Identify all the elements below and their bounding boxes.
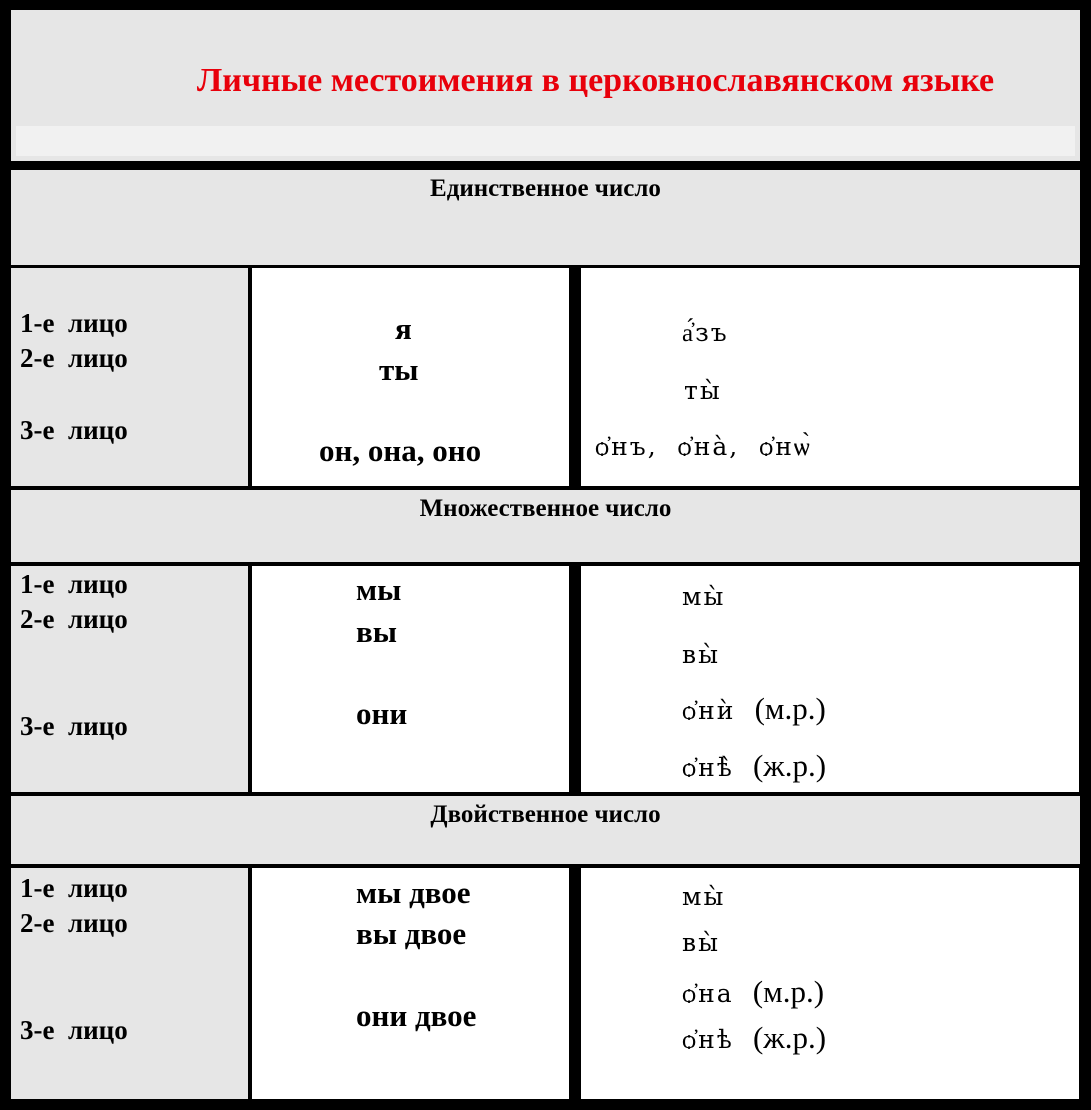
russian-cell: [252, 268, 569, 486]
russian-pronoun: они: [356, 696, 408, 731]
section-header-plural: [11, 490, 1080, 562]
church-slavonic-pronoun: мы̀: [682, 882, 726, 911]
russian-pronoun: мы: [356, 572, 402, 607]
russian-pronoun: вы: [356, 614, 397, 649]
russian-pronoun: ты: [379, 352, 419, 387]
person-label-cell: [11, 268, 248, 486]
church-slavonic-pronoun: ѻ҆нѣ̀ (ж.р.): [682, 748, 827, 783]
person-label: 1-е лицо: [20, 308, 128, 338]
church-slavonic-pronoun: ѻ҆нѣ (ж.р.): [682, 1020, 827, 1055]
section-title: Единственное число: [430, 175, 661, 202]
church-slavonic-pronoun: ѻ҆нъ, ѻ҆на̀, ѻ҆нѡ̀: [595, 432, 812, 461]
church-slavonic-pronoun: ѻ҆на (м.р.): [682, 974, 825, 1009]
russian-pronoun: я: [395, 311, 412, 346]
page-title: Личные местоимения в церковнославянском языке: [196, 62, 995, 99]
church-slavonic-cell: [581, 566, 1079, 792]
church-slavonic-pronoun: вы̀: [682, 640, 720, 669]
person-label-cell: [11, 566, 248, 792]
person-label-cell: [11, 868, 248, 1099]
section-title: Двойственное число: [430, 801, 661, 828]
title-header-strip: [16, 126, 1075, 156]
church-slavonic-pronoun: вы̀: [682, 928, 720, 957]
person-label: 2-е лицо: [20, 343, 128, 373]
person-label: 3-е лицо: [20, 1015, 128, 1045]
russian-pronoun: мы двое: [356, 875, 471, 910]
person-label: 2-е лицо: [20, 604, 128, 634]
russian-cell: [252, 868, 569, 1099]
section-header-singular: [11, 170, 1080, 265]
russian-cell: [252, 566, 569, 792]
person-label: 3-е лицо: [20, 711, 128, 741]
church-slavonic-cell: [581, 268, 1079, 486]
church-slavonic-pronoun: а҆́зъ: [682, 318, 729, 347]
church-slavonic-cell: [581, 868, 1079, 1099]
church-slavonic-pronoun: ѻ҆нѝ (м.р.): [682, 691, 826, 726]
church-slavonic-pronoun: мы̀: [682, 582, 726, 611]
person-label: 3-е лицо: [20, 415, 128, 445]
person-label: 2-е лицо: [20, 908, 128, 938]
section-title: Множественное число: [419, 495, 672, 522]
russian-pronoun: он, она, оно: [319, 433, 482, 468]
person-label: 1-е лицо: [20, 873, 128, 903]
russian-pronoun: вы двое: [356, 916, 467, 951]
person-label: 1-е лицо: [20, 569, 128, 599]
title-header: [11, 10, 1080, 161]
section-header-dual: [11, 796, 1080, 864]
church-slavonic-pronoun: ты̀: [684, 376, 722, 405]
russian-pronoun: они двое: [356, 998, 477, 1033]
